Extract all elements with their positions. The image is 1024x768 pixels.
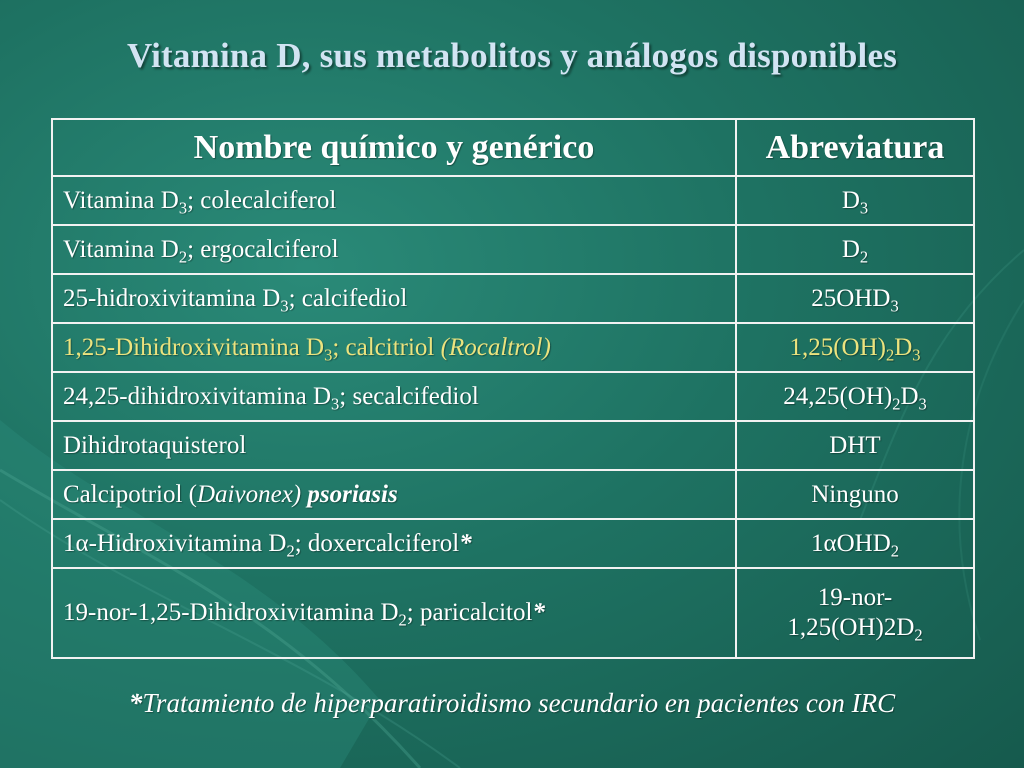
footnote-asterisk: * [128,688,143,718]
row-chemical-name: 19-nor-1,25-Dihidroxivitamina $D_2$; paricalcitol* [52,568,736,658]
table-row-highlighted [52,323,974,372]
slide-title: Vitamina D, sus metabolitos y análogos disponibles [126,36,898,75]
row-abbreviation: $D_3$ [736,176,974,225]
row-chemical-name: 24,25-dihidroxivitamina $D_3$; secalcifediol [52,372,736,421]
table-row [52,225,974,274]
vitamin-d-table [51,118,975,659]
row-chemical-name: Vitamina $D_2$; ergocalciferol [52,225,736,274]
row-abbreviation: 1αOHD$_2$ [736,519,974,568]
row-chemical-name: 1α-Hidroxivitamina $D_2$; doxercalciferol* [52,519,736,568]
table-row [52,176,974,225]
row-abbreviation: $24,25(OH)_2D_3$ [736,372,974,421]
row-chemical-name: Dihidrotaquisterol [52,421,736,470]
header-chemical-name: Nombre químico y genérico [52,119,736,176]
row-abbreviation: $1,25(OH)_2D_3$ [736,323,974,372]
row-chemical-name: Vitamina $D_3$; colecalciferol [52,176,736,225]
row-chemical-name: 1,25-Dihidroxivitamina $D_3$; calcitriol (Rocaltrol) [52,323,736,372]
row-abbreviation: $25OHD_3$ [736,274,974,323]
row-abbreviation: DHT [736,421,974,470]
table-header-row [52,119,974,176]
row-abbreviation: Ninguno [736,470,974,519]
table-row [52,372,974,421]
row-chemical-name: 25-hidroxivitamina $D_3$; calcifediol [52,274,736,323]
row-abbreviation: 19-nor- $1,25(OH)2D_2$ [736,568,974,658]
row-chemical-name: Calcipotriol (Daivonex) psoriasis [52,470,736,519]
row-abbreviation: $D_2$ [736,225,974,274]
table-row [52,274,974,323]
table-row [52,519,974,568]
header-abbreviation: Abreviatura [736,119,974,176]
footnote-text: Tratamiento de hiperparatiroidismo secundario en pacientes con IRC [142,688,896,718]
footnote [0,688,1024,719]
table-row [52,421,974,470]
table-row [52,568,974,658]
table-row [52,470,974,519]
